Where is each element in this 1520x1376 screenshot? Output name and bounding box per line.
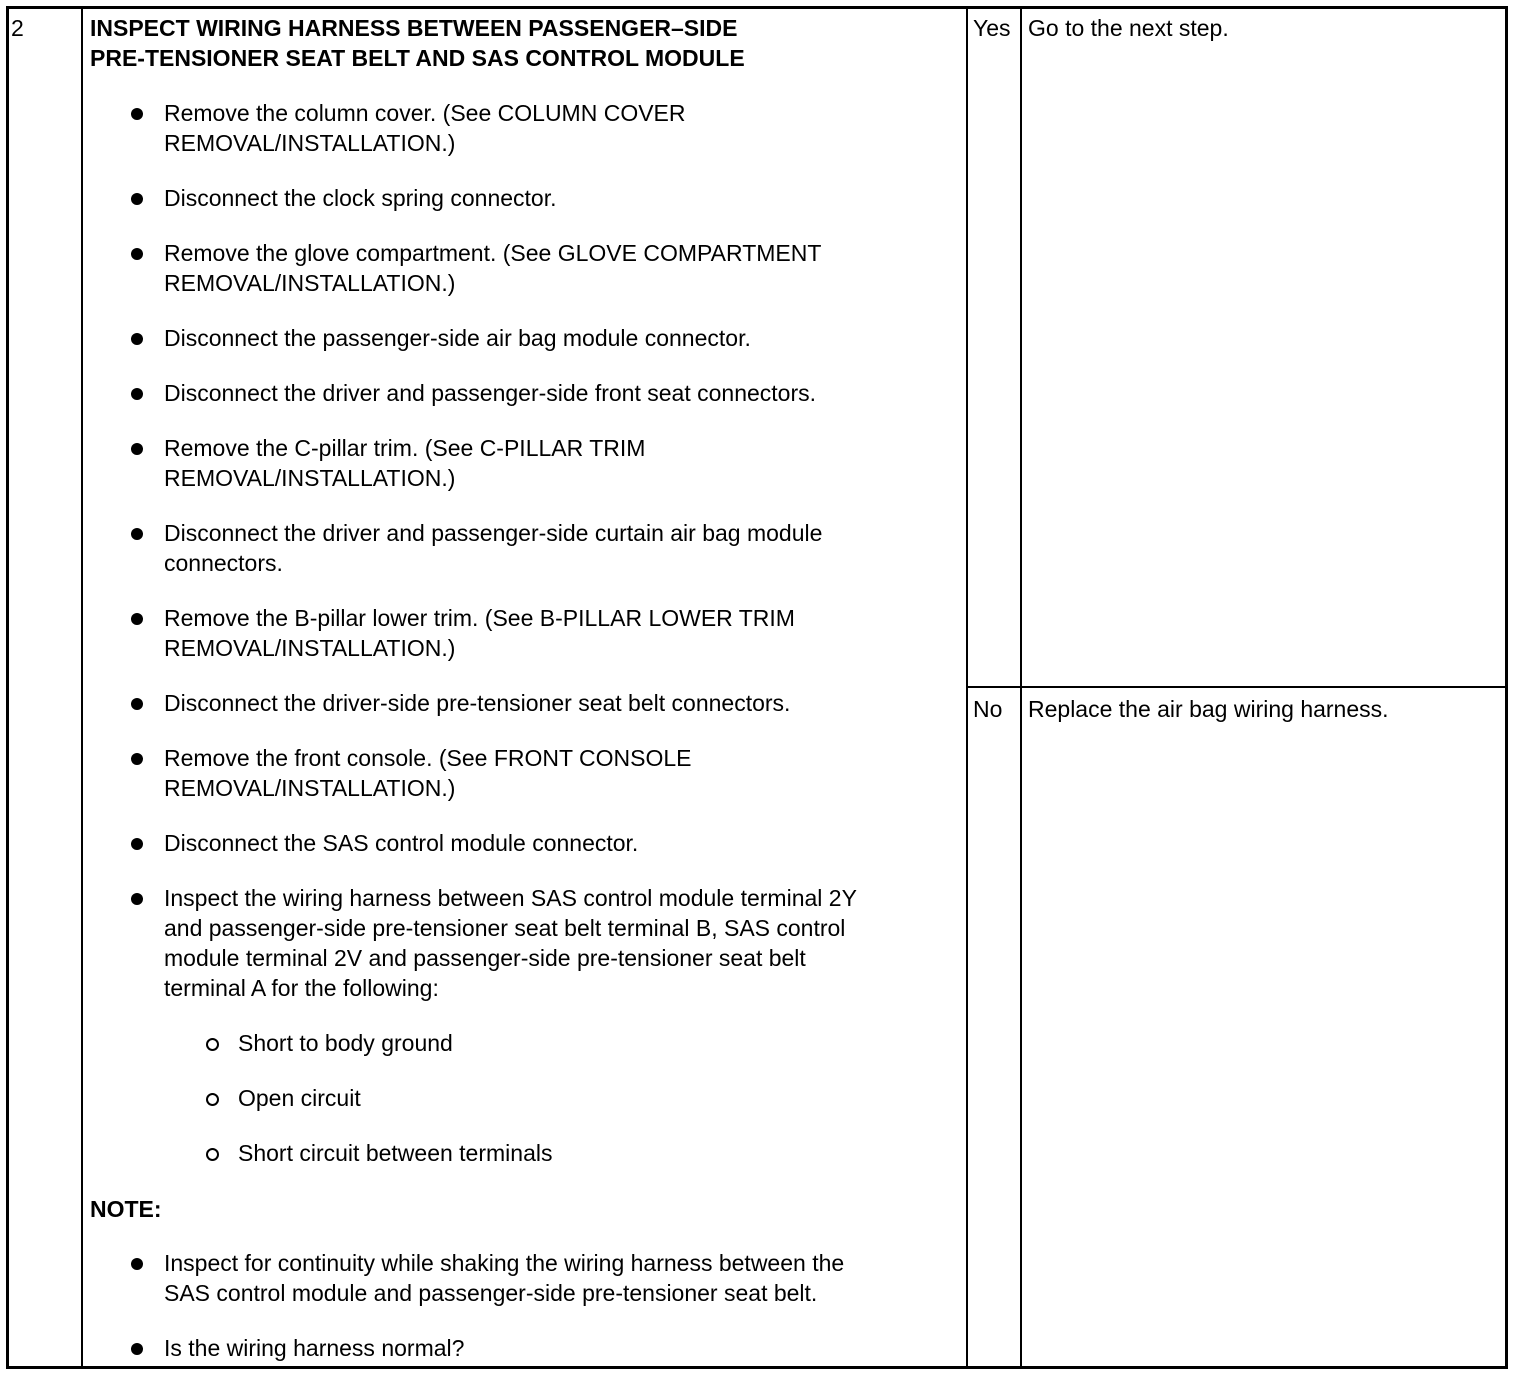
list-item xyxy=(164,1333,464,1363)
answer-yes: Yes xyxy=(973,15,1011,41)
sub-list-item: Short to body ground xyxy=(238,1030,453,1056)
list-item-line: Is the wiring harness normal? xyxy=(164,1335,465,1361)
list-item-line: Disconnect the SAS control module connector. xyxy=(164,830,639,856)
list-item xyxy=(164,238,821,298)
list-item-line: Remove the column cover. (See COLUMN COVER xyxy=(164,100,686,126)
bullet-icon xyxy=(131,698,143,710)
list-item-line: Remove the C-pillar trim. (See C-PILLAR TRIM xyxy=(164,435,646,461)
list-item xyxy=(164,183,556,213)
list-item-line: Disconnect the passenger-side air bag module connector. xyxy=(164,325,751,351)
action-yes: Go to the next step. xyxy=(1028,15,1229,41)
list-item-line: Disconnect the clock spring connector. xyxy=(164,185,557,211)
bullet-icon xyxy=(131,1343,143,1355)
list-item-line: SAS control module and passenger-side pre-tensioner seat belt. xyxy=(164,1280,818,1306)
step-number: 2 xyxy=(11,15,24,41)
list-item xyxy=(164,1248,844,1308)
bullet-icon xyxy=(131,528,143,540)
list-item-line: Remove the front console. (See FRONT CONSOLE xyxy=(164,745,692,771)
list-item xyxy=(164,688,790,718)
list-item xyxy=(164,98,686,158)
bullet-icon xyxy=(131,193,143,205)
list-item-line: Disconnect the driver and passenger-side curtain air bag module xyxy=(164,520,823,546)
list-item xyxy=(164,743,692,803)
list-item xyxy=(164,518,822,578)
action-no: Replace the air bag wiring harness. xyxy=(1028,696,1389,722)
list-item-line: Remove the B-pillar lower trim. (See B-PILLAR LOWER TRIM xyxy=(164,605,795,631)
list-item-line: Inspect the wiring harness between SAS control module terminal 2Y xyxy=(164,885,857,911)
list-item-line: and passenger-side pre-tensioner seat belt terminal B, SAS control xyxy=(164,915,846,941)
list-item-line: Remove the glove compartment. (See GLOVE COMPARTMENT xyxy=(164,240,822,266)
list-item-line: Disconnect the driver and passenger-side front seat connectors. xyxy=(164,380,817,406)
list-item xyxy=(164,883,857,1003)
list-item xyxy=(164,378,816,408)
step-title xyxy=(90,13,745,73)
bullet-icon xyxy=(131,753,143,765)
list-item-line: Disconnect the driver-side pre-tensioner seat belt connectors. xyxy=(164,690,791,716)
circle-bullet-icon xyxy=(206,1093,219,1106)
bullet-icon xyxy=(131,1258,143,1270)
bullet-icon xyxy=(131,248,143,260)
list-item xyxy=(164,433,645,493)
bullet-icon xyxy=(131,388,143,400)
list-item-line: REMOVAL/INSTALLATION.) xyxy=(164,130,456,156)
list-item-line: module terminal 2V and passenger-side pre-tensioner seat belt xyxy=(164,945,806,971)
circle-bullet-icon xyxy=(206,1148,219,1161)
step-title-line: INSPECT WIRING HARNESS BETWEEN PASSENGER–SIDE xyxy=(90,15,738,41)
sub-list-item: Open circuit xyxy=(238,1085,361,1111)
list-item-line: connectors. xyxy=(164,550,283,576)
bullet-icon xyxy=(131,443,143,455)
list-item-line: terminal A for the following: xyxy=(164,975,439,1001)
list-item-line: REMOVAL/INSTALLATION.) xyxy=(164,635,456,661)
list-item-line: Inspect for continuity while shaking the wiring harness between the xyxy=(164,1250,845,1276)
list-item-line: REMOVAL/INSTALLATION.) xyxy=(164,465,456,491)
step-title-line: PRE-TENSIONER SEAT BELT AND SAS CONTROL MODULE xyxy=(90,45,745,71)
list-item xyxy=(164,603,795,663)
column-divider-step xyxy=(81,9,83,1366)
list-item-line: REMOVAL/INSTALLATION.) xyxy=(164,775,456,801)
list-item xyxy=(164,323,751,353)
answer-no: No xyxy=(973,696,1003,722)
result-row-divider xyxy=(966,686,1506,688)
bullet-icon xyxy=(131,613,143,625)
sub-list-item: Short circuit between terminals xyxy=(238,1140,553,1166)
bullet-icon xyxy=(131,893,143,905)
list-item-line: REMOVAL/INSTALLATION.) xyxy=(164,270,456,296)
note-label: NOTE: xyxy=(90,1196,162,1222)
bullet-icon xyxy=(131,108,143,120)
bullet-icon xyxy=(131,333,143,345)
list-item xyxy=(164,828,638,858)
circle-bullet-icon xyxy=(206,1038,219,1051)
bullet-icon xyxy=(131,838,143,850)
